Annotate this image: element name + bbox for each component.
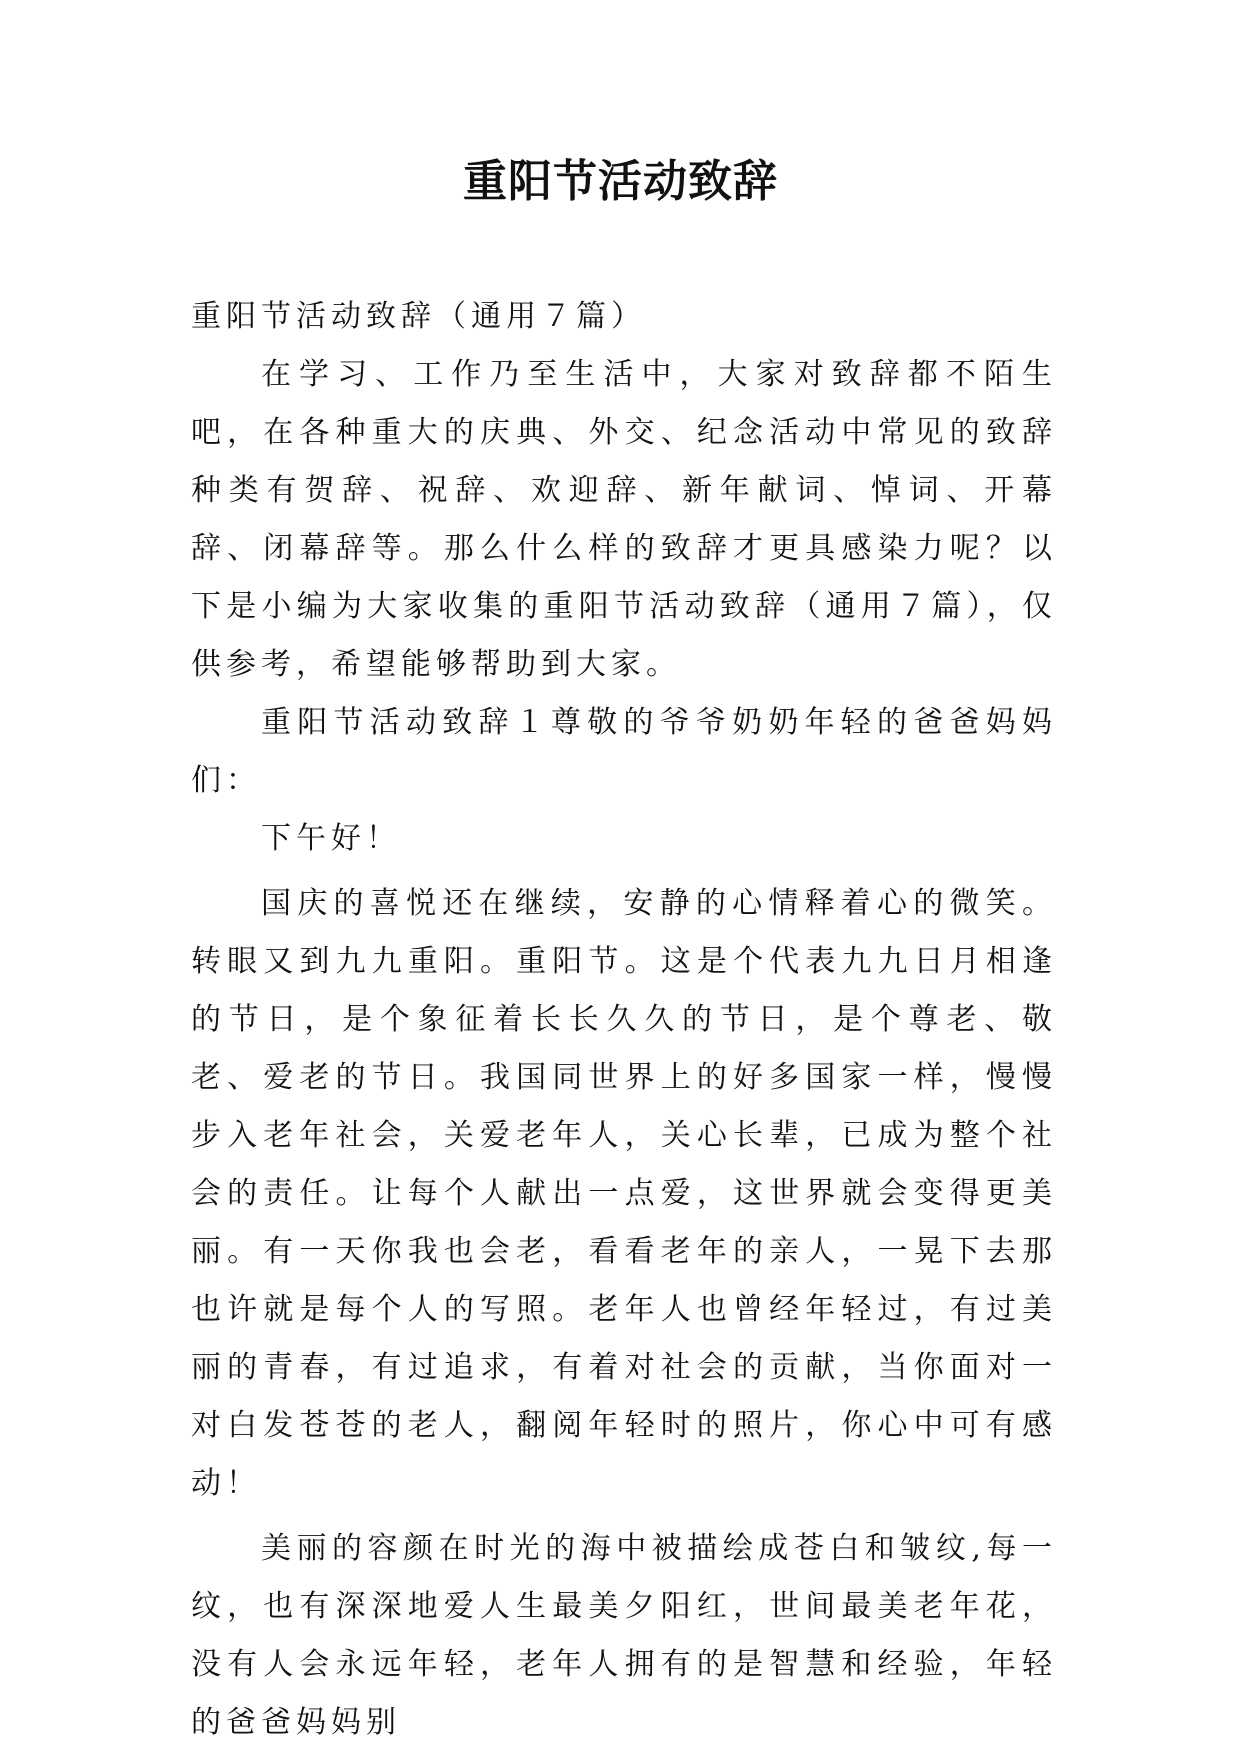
paragraph-body-2: 美丽的容颜在时光的海中被描绘成苍白和皱纹,每一纹，也有深深地爱人生最美夕阳红，世间最美老年花，没有人会永远年轻，老年人拥有的是智慧和经验，年轻的爸爸妈妈别	[191, 1531, 1057, 1740]
document-subtitle: 重阳节活动致辞（通用７篇）	[191, 299, 646, 334]
paragraph-body-1: 国庆的喜悦还在继续，安静的心情释着心的微笑。转眼又到九九重阳。重阳节。这是个代表九九日月相逢的节日，是个象征着长长久久的节日，是个尊老、敬老、爱老的节日。我国同世界上的好多国家一样，慢慢步入老年社会，关爱老年人，关心长辈，已成为整个社会的责任。让每个人献出一点爱，这世界就会变得更美丽。有一天你我也会老，看看老年的亲人，一晃下去那也许就是每个人的写照。老年人也曾经年轻过，有过美丽的青春，有过追求，有着对社会的贡献，当你面对一对白发苍苍的老人，翻阅年轻时的照片，你心中可有感动！	[191, 886, 1057, 1501]
paragraph-intro: 在学习、工作乃至生活中，大家对致辞都不陌生吧，在各种重大的庆典、外交、纪念活动中常见的致辞种类有贺辞、祝辞、欢迎辞、新年献词、悼词、开幕辞、闭幕辞等。那么什么样的致辞才更具感染力呢？以下是小编为大家收集的重阳节活动致辞（通用７篇），仅供参考，希望能够帮助到大家。	[191, 357, 1057, 682]
paragraph-greeting: 下午好！	[261, 821, 401, 856]
paragraph-salutation: 重阳节活动致辞１尊敬的爷爷奶奶年轻的爸爸妈妈们：	[191, 705, 1057, 798]
document-body	[191, 288, 1057, 1752]
document-title: 重阳节活动致辞	[463, 156, 778, 207]
